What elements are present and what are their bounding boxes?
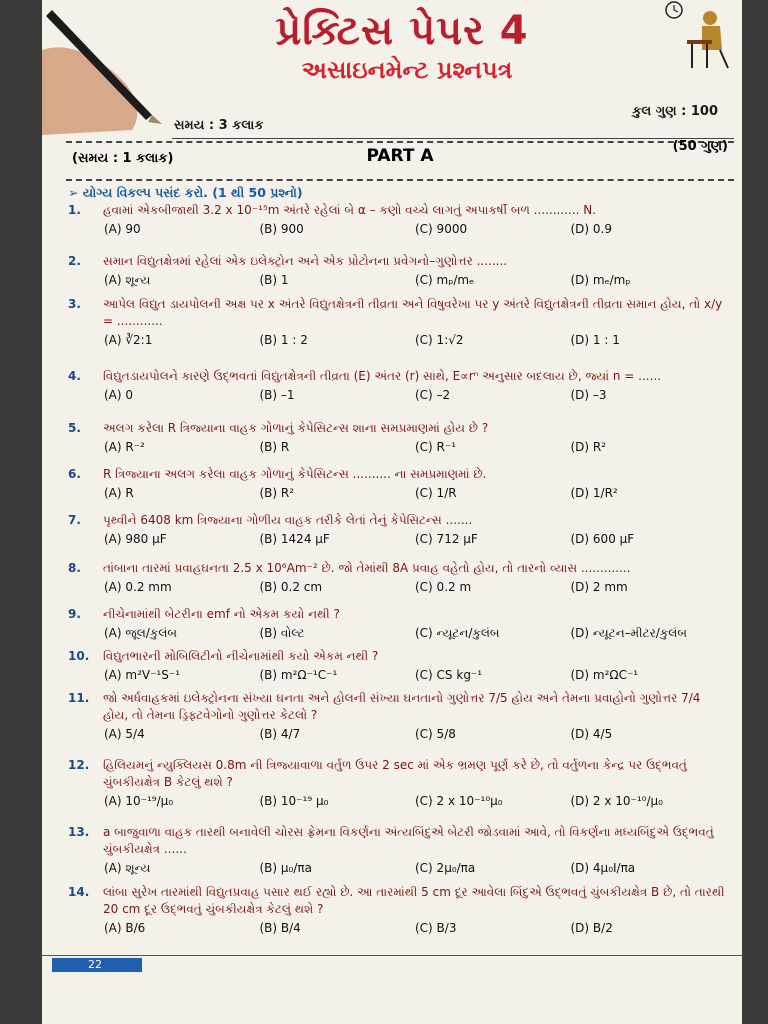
- answer-option[interactable]: (B) μ₀/πa: [259, 861, 312, 875]
- page: [42, 0, 742, 1024]
- answer-option[interactable]: (D) 1/R²: [570, 486, 618, 500]
- answer-option[interactable]: (C) 2μ₀/πa: [415, 861, 476, 875]
- question-number: 3.: [68, 297, 81, 311]
- answer-option[interactable]: (C) 712 μF: [415, 532, 478, 546]
- answer-option[interactable]: (C) 0.2 m: [415, 580, 472, 594]
- question-item: [68, 253, 726, 288]
- question-number: 11.: [68, 691, 90, 705]
- answer-option[interactable]: (C) 1/R: [415, 486, 457, 500]
- answer-option[interactable]: (D) 4μ₀I/πa: [570, 861, 636, 875]
- part-header: [66, 141, 734, 181]
- hand-writing-illustration: [42, 10, 192, 135]
- question-number: 5.: [68, 421, 81, 435]
- answer-option[interactable]: (B) 1: [259, 273, 289, 287]
- answer-option[interactable]: (A) 0: [104, 388, 134, 402]
- question-text: તાંબાના તારમાં પ્રવાહઘનતા 2.5 x 10⁶Am⁻² છે. જો તેમાંથી 8A પ્રવાહ વહેતો હોય, તો તારનો વ્યાસ .............: [103, 561, 631, 575]
- question-number: 9.: [68, 607, 81, 621]
- question-number: 14.: [68, 885, 90, 899]
- answer-option[interactable]: (A) જૂલ/કુલંબ: [104, 626, 178, 640]
- answer-option[interactable]: (A) 5/4: [104, 727, 145, 741]
- question-number: 6.: [68, 467, 81, 481]
- answer-option[interactable]: (C) 2 x 10⁻¹⁰μ₀: [415, 794, 503, 808]
- answer-option[interactable]: (C) ન્યૂટન/કુલંબ: [415, 626, 500, 640]
- answer-option[interactable]: (C) CS kg⁻¹: [415, 668, 483, 682]
- question-number: 13.: [68, 825, 90, 839]
- answer-option[interactable]: (C) mₚ/mₑ: [415, 273, 475, 287]
- question-text: સમાન વિદ્યુતક્ષેત્રમાં રહેલાં એક ઇલેક્ટ્રોન અને એક પ્રોટોનના પ્રવેગનો–ગુણોત્તર ........: [103, 254, 508, 268]
- answer-option[interactable]: (A) 10⁻¹⁹/μ₀: [104, 794, 174, 808]
- question-text: હિલિયમનું ન્યુક્લિયસ 0.8m ની ત્રિજ્યાવાળા વર્તુળ ઉપર 2 sec માં એક ભ્રમણ પૂર્ણ કરે છે, તો વર્તુળના કેન્દ્ર પર ઉદ્‌ભવતું ચુંબકીયક્ષેત્ર B કેટલું થશે ?: [103, 758, 687, 789]
- question-text: R ત્રિજ્યાના અલગ કરેલા વાહક ગોળાનું કેપેસિટન્સ .......... ના સમપ્રમાણમાં છે.: [103, 467, 487, 481]
- answer-option[interactable]: (C) R⁻¹: [415, 440, 457, 454]
- question-text: નીચેનામાંથી બેટરીના emf નો એકમ કયો નથી ?: [103, 607, 340, 621]
- question-item: [68, 420, 726, 454]
- answer-option[interactable]: (A) 980 μF: [104, 532, 167, 546]
- answer-option[interactable]: (D) –3: [570, 388, 607, 402]
- part-time: (સમય : 1 કલાક): [72, 151, 174, 166]
- question-item: [68, 202, 726, 236]
- answer-option[interactable]: (D) m²ΩC⁻¹: [570, 668, 639, 682]
- question-item: [68, 368, 726, 402]
- question-text: આપેલ વિદ્યુત ડાયપોલની અક્ષ પર x અંતરે વિદ્યુતક્ષેત્રની તીવ્રતા અને વિષુવરેખા પર y અંતરે વિદ્યુતક્ષેત્રની તીવ્રતા સમાન હોય, તો x/y = ............: [103, 297, 723, 328]
- question-text: અલગ કરેલા R ત્રિજ્યાના વાહક ગોળાનું કેપેસિટન્સ શાના સમપ્રમાણમાં હોય છે ?: [103, 421, 489, 435]
- question-number: 8.: [68, 561, 81, 575]
- question-number: 2.: [68, 254, 81, 268]
- question-item: [68, 606, 726, 641]
- page-footer: [42, 955, 742, 972]
- answer-option[interactable]: (A) m²V⁻¹S⁻¹: [104, 668, 181, 682]
- question-number: 7.: [68, 513, 81, 527]
- question-text: હવામાં એકબીજાથી 3.2 x 10⁻¹⁵m અંતરે રહેલાં બે α – કણો વચ્ચે લાગતું અપાકર્ષી બળ ............ N.: [103, 203, 597, 217]
- question-text: a બાજુવાળા વાહક તારથી બનાવેલી ચોરસ ફ્રેમના વિકર્ણના અંત્યબિંદુએ બેટરી જોડવામાં આવે, તો વિકર્ણના મધ્યબિંદુએ ઉદ્‌ભવતું ચુંબકીયક્ષેત્ર ......: [103, 825, 714, 856]
- paper-subtitle: અસાઇનમેન્ટ પ્રશ્નપત્ર: [301, 56, 513, 84]
- question-number: 10.: [68, 649, 90, 663]
- answer-option[interactable]: (A) 90: [104, 222, 141, 236]
- question-item: [68, 512, 726, 546]
- question-item: [68, 690, 726, 741]
- answer-option[interactable]: (A) R⁻²: [104, 440, 145, 454]
- answer-option[interactable]: (B) 4/7: [259, 727, 301, 741]
- question-text: લાંબા સુરેખ તારમાંથી વિદ્યુતપ્રવાહ પસાર થઈ રહ્યો છે. આ તારમાંથી 5 cm દૂર આવેલા બિંદુએ ઉદ્‌ભવતું ચુંબકીયક્ષેત્ર B છે, તો તારથી 20 cm દૂર ઉદ્‌ભવતું ચુંબકીયક્ષેત્ર કેટલું થશે ?: [103, 885, 725, 916]
- answer-option[interactable]: (C) B/3: [415, 921, 457, 935]
- total-marks: કુલ ગુણ : 100: [632, 104, 718, 119]
- answer-option[interactable]: (B) 1 : 2: [259, 333, 308, 347]
- answer-option[interactable]: (A) શૂન્ય: [104, 273, 151, 287]
- question-text: વિદ્યુતભારની મોબિલિટીનો નીચેનામાંથી કયો એકમ નથી ?: [103, 649, 379, 663]
- question-item: [68, 757, 726, 808]
- answer-option[interactable]: (B) –1: [259, 388, 295, 402]
- answer-option[interactable]: (A) 0.2 mm: [104, 580, 172, 594]
- answer-option[interactable]: (B) વોલ્ટ: [259, 626, 305, 640]
- part-name: PART A: [366, 146, 434, 166]
- answer-option[interactable]: (C) –2: [415, 388, 451, 402]
- answer-option[interactable]: (B) 0.2 cm: [259, 580, 323, 594]
- answer-option[interactable]: (C) 5/8: [415, 727, 456, 741]
- answer-option[interactable]: (B) B/4: [259, 921, 301, 935]
- answer-option[interactable]: (D) 0.9: [570, 222, 613, 236]
- question-item: [68, 466, 726, 500]
- question-text: જો અર્ધવાહકમાં ઇલેક્ટ્રોનના સંખ્યા ઘનતા અને હોલની સંખ્યા ઘનતાનો ગુણોત્તર 7/5 હોય અને તેમના પ્રવાહોનો ગુણોત્તર 7/4 હોય, તો તેમના ડ્રિફ્ટવેગોનો ગુણોત્તર કેટલો ?: [103, 691, 701, 722]
- question-item: [68, 560, 726, 594]
- student-at-desk-icon: [662, 0, 737, 70]
- answer-option[interactable]: (D) R²: [570, 440, 607, 454]
- question-number: 12.: [68, 758, 90, 772]
- question-item: [68, 648, 726, 682]
- question-item: [68, 824, 726, 876]
- answer-option[interactable]: (B) 10⁻¹⁹ μ₀: [259, 794, 329, 808]
- answer-option[interactable]: (D) 2 mm: [570, 580, 628, 594]
- answer-option[interactable]: (B) 900: [259, 222, 304, 236]
- part-marks: (50 ગુણ): [672, 139, 728, 154]
- answer-option[interactable]: (B) m²Ω⁻¹C⁻¹: [259, 668, 338, 682]
- answer-option[interactable]: (D) 600 μF: [570, 532, 635, 546]
- instruction: ➢ યોગ્ય વિકલ્પ પસંદ કરો. (1 થી 50 પ્રશ્નો): [68, 185, 303, 200]
- total-time: સમય : 3 કલાક: [174, 118, 264, 133]
- answer-option[interactable]: (A) R: [104, 486, 134, 500]
- question-text: વિદ્યુતડાયપોલને કારણે ઉદ્‌ભવતાં વિદ્યુતક્ષેત્રની તીવ્રતા (E) અંતર (r) સાથે, E∝rⁿ અનુસાર બદલાય છે, જ્યાં n = ......: [103, 369, 662, 383]
- answer-option[interactable]: (C) 9000: [415, 222, 468, 236]
- answer-option[interactable]: (B) 1424 μF: [259, 532, 330, 546]
- answer-option[interactable]: (D) 1 : 1: [570, 333, 620, 347]
- answer-option[interactable]: (D) 4/5: [570, 727, 613, 741]
- answer-option[interactable]: (B) R: [259, 440, 290, 454]
- answer-option[interactable]: (C) 1:√2: [415, 333, 464, 347]
- page-number: 22: [52, 958, 142, 972]
- answer-option[interactable]: (D) B/2: [570, 921, 613, 935]
- answer-option[interactable]: (A) B/6: [104, 921, 146, 935]
- divider: [172, 138, 734, 139]
- question-text: પૃથ્વીને 6408 km ત્રિજ્યાના ગોળીય વાહક તરીકે લેતાં તેનું કેપેસિટન્સ .......: [103, 513, 473, 527]
- question-number: 4.: [68, 369, 81, 383]
- question-item: [68, 296, 726, 347]
- answer-option[interactable]: (D) mₑ/mₚ: [570, 273, 631, 287]
- answer-option[interactable]: (D) ન્યૂટન–મીટર/કુલંબ: [570, 626, 687, 640]
- answer-option[interactable]: (A) ∛2:1: [104, 333, 153, 347]
- answer-option[interactable]: (A) શૂન્ય: [104, 861, 151, 875]
- answer-option[interactable]: (D) 2 x 10⁻¹⁰/μ₀: [570, 794, 663, 808]
- answer-option[interactable]: (B) R²: [259, 486, 295, 500]
- question-number: 1.: [68, 203, 81, 217]
- question-item: [68, 884, 726, 935]
- paper-title: પ્રેક્ટિસ પેપર 4: [275, 8, 529, 54]
